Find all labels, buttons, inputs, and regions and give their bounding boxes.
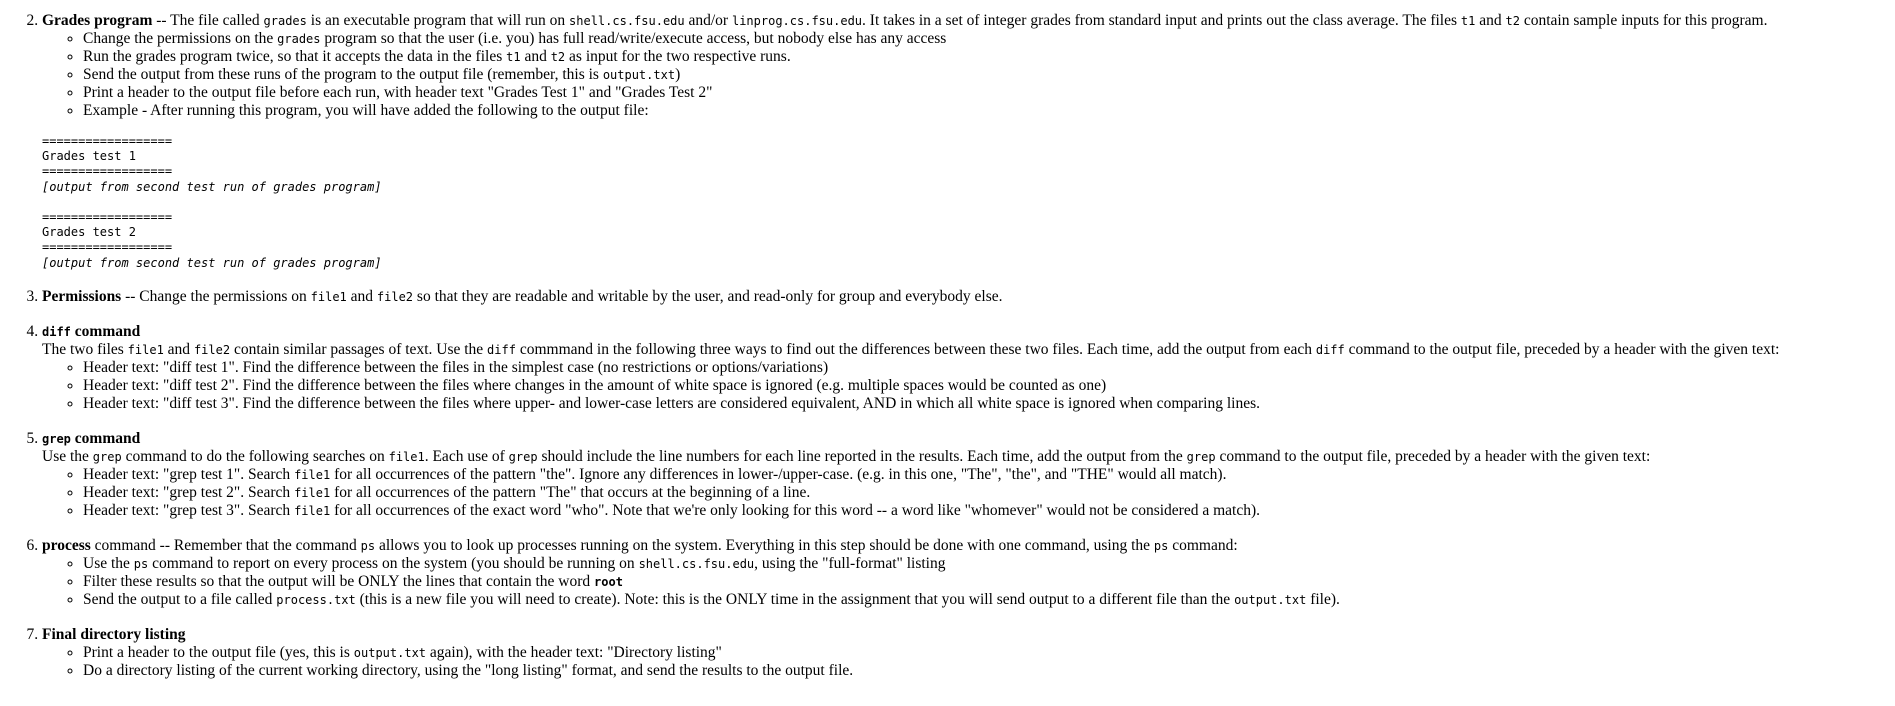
bullet-item xyxy=(83,102,1895,120)
text-segment: Header text: "grep test 2". Search xyxy=(83,483,295,501)
task-bullets xyxy=(42,359,1895,413)
inline-code: ps xyxy=(1153,538,1169,553)
task-intro xyxy=(91,537,1238,554)
example-line: ================== xyxy=(42,134,173,148)
inline-code: file1 xyxy=(294,485,331,500)
text-segment: and xyxy=(1475,12,1506,29)
text-segment: . Each use of xyxy=(424,447,509,465)
text-segment: command to do the following searches on xyxy=(121,447,389,465)
bullet-item xyxy=(83,573,1895,591)
text-segment: Use the xyxy=(83,554,134,572)
text-segment: (this is a new file you will need to create). Note: this is the ONLY time in the assignment that you will send output to a different file than the xyxy=(355,590,1235,608)
inline-code: shell.cs.fsu.edu xyxy=(638,556,755,571)
inline-code: output.txt xyxy=(602,68,676,82)
text-segment: Header text: "diff test 2". Find the difference between the files where changes in the amount of white space is ignored (e.g. multiple spaces would be counted as one) xyxy=(83,376,1107,394)
text-segment: Run the grades program twice, so that it accepts the data in the files xyxy=(83,48,507,65)
inline-code: output.txt xyxy=(353,645,427,660)
text-segment: is an executable program that will run on xyxy=(306,12,570,29)
inline-code: grades xyxy=(263,14,307,28)
inline-code: file1 xyxy=(388,449,425,464)
example-line: [output from second test run of grades program] xyxy=(42,179,382,194)
example-line: Grades test 2 xyxy=(42,225,136,240)
task-intro xyxy=(42,448,1895,466)
task-permissions xyxy=(42,288,1895,306)
text-segment: and xyxy=(346,287,377,305)
inline-code: file1 xyxy=(294,503,331,518)
task-title-code: grep xyxy=(42,431,71,446)
text-segment: so that they are readable and writable by the user, and read-only for group and everybody else. xyxy=(413,287,1003,305)
bullet-item xyxy=(83,395,1895,413)
inline-code: diff xyxy=(487,342,516,357)
inline-code: file2 xyxy=(193,342,231,357)
inline-code-bold: root xyxy=(594,574,623,589)
text-segment: Change the permissions on the xyxy=(83,30,278,47)
task-title-text: command xyxy=(70,322,141,340)
text-segment: Header text: "grep test 1". Search xyxy=(83,465,295,483)
bullet-item xyxy=(83,48,1895,66)
text-segment: for all occurrences of the pattern "The" that occurs at the beginning of a line. xyxy=(330,483,811,501)
inline-code: t2 xyxy=(1505,14,1520,28)
bullet-item xyxy=(83,662,1895,680)
text-segment: again), with the header text: "Directory listing" xyxy=(426,643,722,661)
text-segment: Print a header to the output file (yes, this is xyxy=(83,643,354,661)
bullet-item xyxy=(83,84,1895,102)
text-segment: file). xyxy=(1306,590,1340,608)
text-segment: The two files xyxy=(42,340,128,358)
task-title: Final directory listing xyxy=(42,625,186,643)
text-segment: -- Change the permissions on xyxy=(121,287,311,305)
text-segment: command to the output file, preceded by a header with the given text: xyxy=(1215,447,1651,465)
text-segment: and xyxy=(163,340,194,358)
text-segment: for all occurrences of the pattern "the". Ignore any differences in lower-/upper-case. (e.g. in this one, "The", "the", and "THE" would all match). xyxy=(330,465,1227,483)
inline-code: ps xyxy=(360,538,376,553)
inline-code: grep xyxy=(92,449,122,464)
text-segment: allows you to look up processes running on the system. Everything in this step should be done with one command, using the xyxy=(375,536,1154,554)
task-process-command xyxy=(42,537,1895,609)
inline-code: file2 xyxy=(376,289,414,304)
text-segment: contain sample inputs for this program. xyxy=(1519,12,1768,29)
bullet-item xyxy=(83,644,1895,662)
task-bullets xyxy=(42,644,1895,680)
inline-code: diff xyxy=(1315,342,1345,357)
inline-code: file1 xyxy=(127,342,164,357)
text-segment: Header text: "grep test 3". Search xyxy=(83,501,295,519)
text-segment: Send the output to a file called xyxy=(83,590,277,608)
bullet-item xyxy=(83,591,1895,609)
task-title-text: command xyxy=(70,429,141,447)
inline-code: file1 xyxy=(310,289,347,304)
inline-code: t1 xyxy=(506,50,521,64)
example-line: ================== xyxy=(42,164,173,179)
bullet-item xyxy=(83,502,1895,520)
text-segment: command -- Remember that the command xyxy=(90,536,361,554)
inline-code: ps xyxy=(133,556,149,571)
task-intro xyxy=(42,341,1895,359)
inline-code: process.txt xyxy=(276,592,356,607)
task-bullets xyxy=(42,555,1895,609)
task-intro xyxy=(121,288,1002,305)
bullet-item xyxy=(83,466,1895,484)
bullet-item xyxy=(83,66,1895,84)
bullet-item xyxy=(83,30,1895,48)
bullet-item xyxy=(83,484,1895,502)
task-title xyxy=(42,323,140,340)
text-segment: -- The file called xyxy=(152,12,264,29)
text-segment: contain similar passages of text. Use the xyxy=(230,340,488,358)
text-segment: and/or xyxy=(684,12,732,29)
inline-code: file1 xyxy=(294,467,331,482)
text-segment: , using the "full-format" listing xyxy=(754,554,946,572)
example-line: Grades test 1 xyxy=(42,149,136,164)
text-segment: should include the line numbers for each line reported in the results. Each time, add the output from the xyxy=(537,447,1187,465)
example-line: ================== xyxy=(42,240,173,255)
text-segment: . It takes in a set of integer grades from standard input and prints out the class average. The files xyxy=(862,12,1461,29)
text-segment: Use the xyxy=(42,447,93,465)
text-segment: command to report on every process on the system (you should be running on xyxy=(148,554,639,572)
text-segment: command: xyxy=(1168,536,1238,554)
inline-code: linprog.cs.fsu.edu xyxy=(731,14,863,28)
text-segment: for all occurrences of the exact word "who". Note that we're only looking for this word -- a word like "whomever" would not be considered a match). xyxy=(330,501,1261,519)
task-bullets xyxy=(42,30,1895,120)
inline-code: grep xyxy=(508,449,538,464)
task-bullets xyxy=(42,466,1895,520)
task-final-directory-listing xyxy=(42,626,1895,680)
text-segment: Header text: "diff test 3". Find the difference between the files where upper- and lower-case letters are considered equivalent, AND in which all white space is ignored when comparing lines. xyxy=(83,394,1260,412)
bullet-item xyxy=(83,377,1895,395)
inline-code: output.txt xyxy=(1234,592,1307,607)
example-output-block xyxy=(42,134,1895,271)
task-list xyxy=(24,12,1895,680)
inline-code: t1 xyxy=(1460,14,1476,28)
task-title-code: diff xyxy=(42,324,71,339)
task-diff-command xyxy=(42,323,1895,413)
task-intro xyxy=(152,12,1767,29)
text-segment: Print a header to the output file before each run, with header text "Grades Test 1" and "Grades Test 2" xyxy=(83,84,713,101)
text-segment: Filter these results so that the output will be ONLY the lines that contain the word xyxy=(83,572,595,590)
inline-code: grades xyxy=(277,32,321,46)
inline-code: shell.cs.fsu.edu xyxy=(569,14,685,28)
text-segment: commmand in the following three ways to find out the differences between these two files. Each time, add the output from each xyxy=(515,340,1316,358)
inline-code: grep xyxy=(1186,449,1216,464)
inline-code: t2 xyxy=(550,50,566,64)
task-title: Permissions xyxy=(42,287,122,305)
text-segment: as input for the two respective runs. xyxy=(565,48,791,65)
bullet-item xyxy=(83,555,1895,573)
text-segment: Header text: "diff test 1". Find the difference between the files in the simplest case (no restrictions or options/variations) xyxy=(83,358,829,376)
task-title xyxy=(42,430,140,447)
task-title: Grades program xyxy=(42,12,153,29)
text-segment: Send the output from these runs of the program to the output file (remember, this is xyxy=(83,66,603,83)
text-segment: Do a directory listing of the current working directory, using the "long listing" format, and send the results to the output file. xyxy=(83,661,854,679)
bullet-item xyxy=(83,359,1895,377)
text-segment: Example - After running this program, you will have added the following to the output file: xyxy=(83,102,649,119)
text-segment: program so that the user (i.e. you) has full read/write/execute access, but nobody else has any access xyxy=(320,30,947,47)
text-segment: and xyxy=(520,48,551,65)
task-grep-command xyxy=(42,430,1895,520)
task-grades-program xyxy=(42,12,1895,271)
text-segment: command to the output file, preceded by a header with the given text: xyxy=(1344,340,1780,358)
example-line: [output from second test run of grades program] xyxy=(42,255,382,270)
example-line: ================== xyxy=(42,210,173,225)
text-segment: ) xyxy=(675,66,681,83)
task-title: process xyxy=(42,536,91,554)
